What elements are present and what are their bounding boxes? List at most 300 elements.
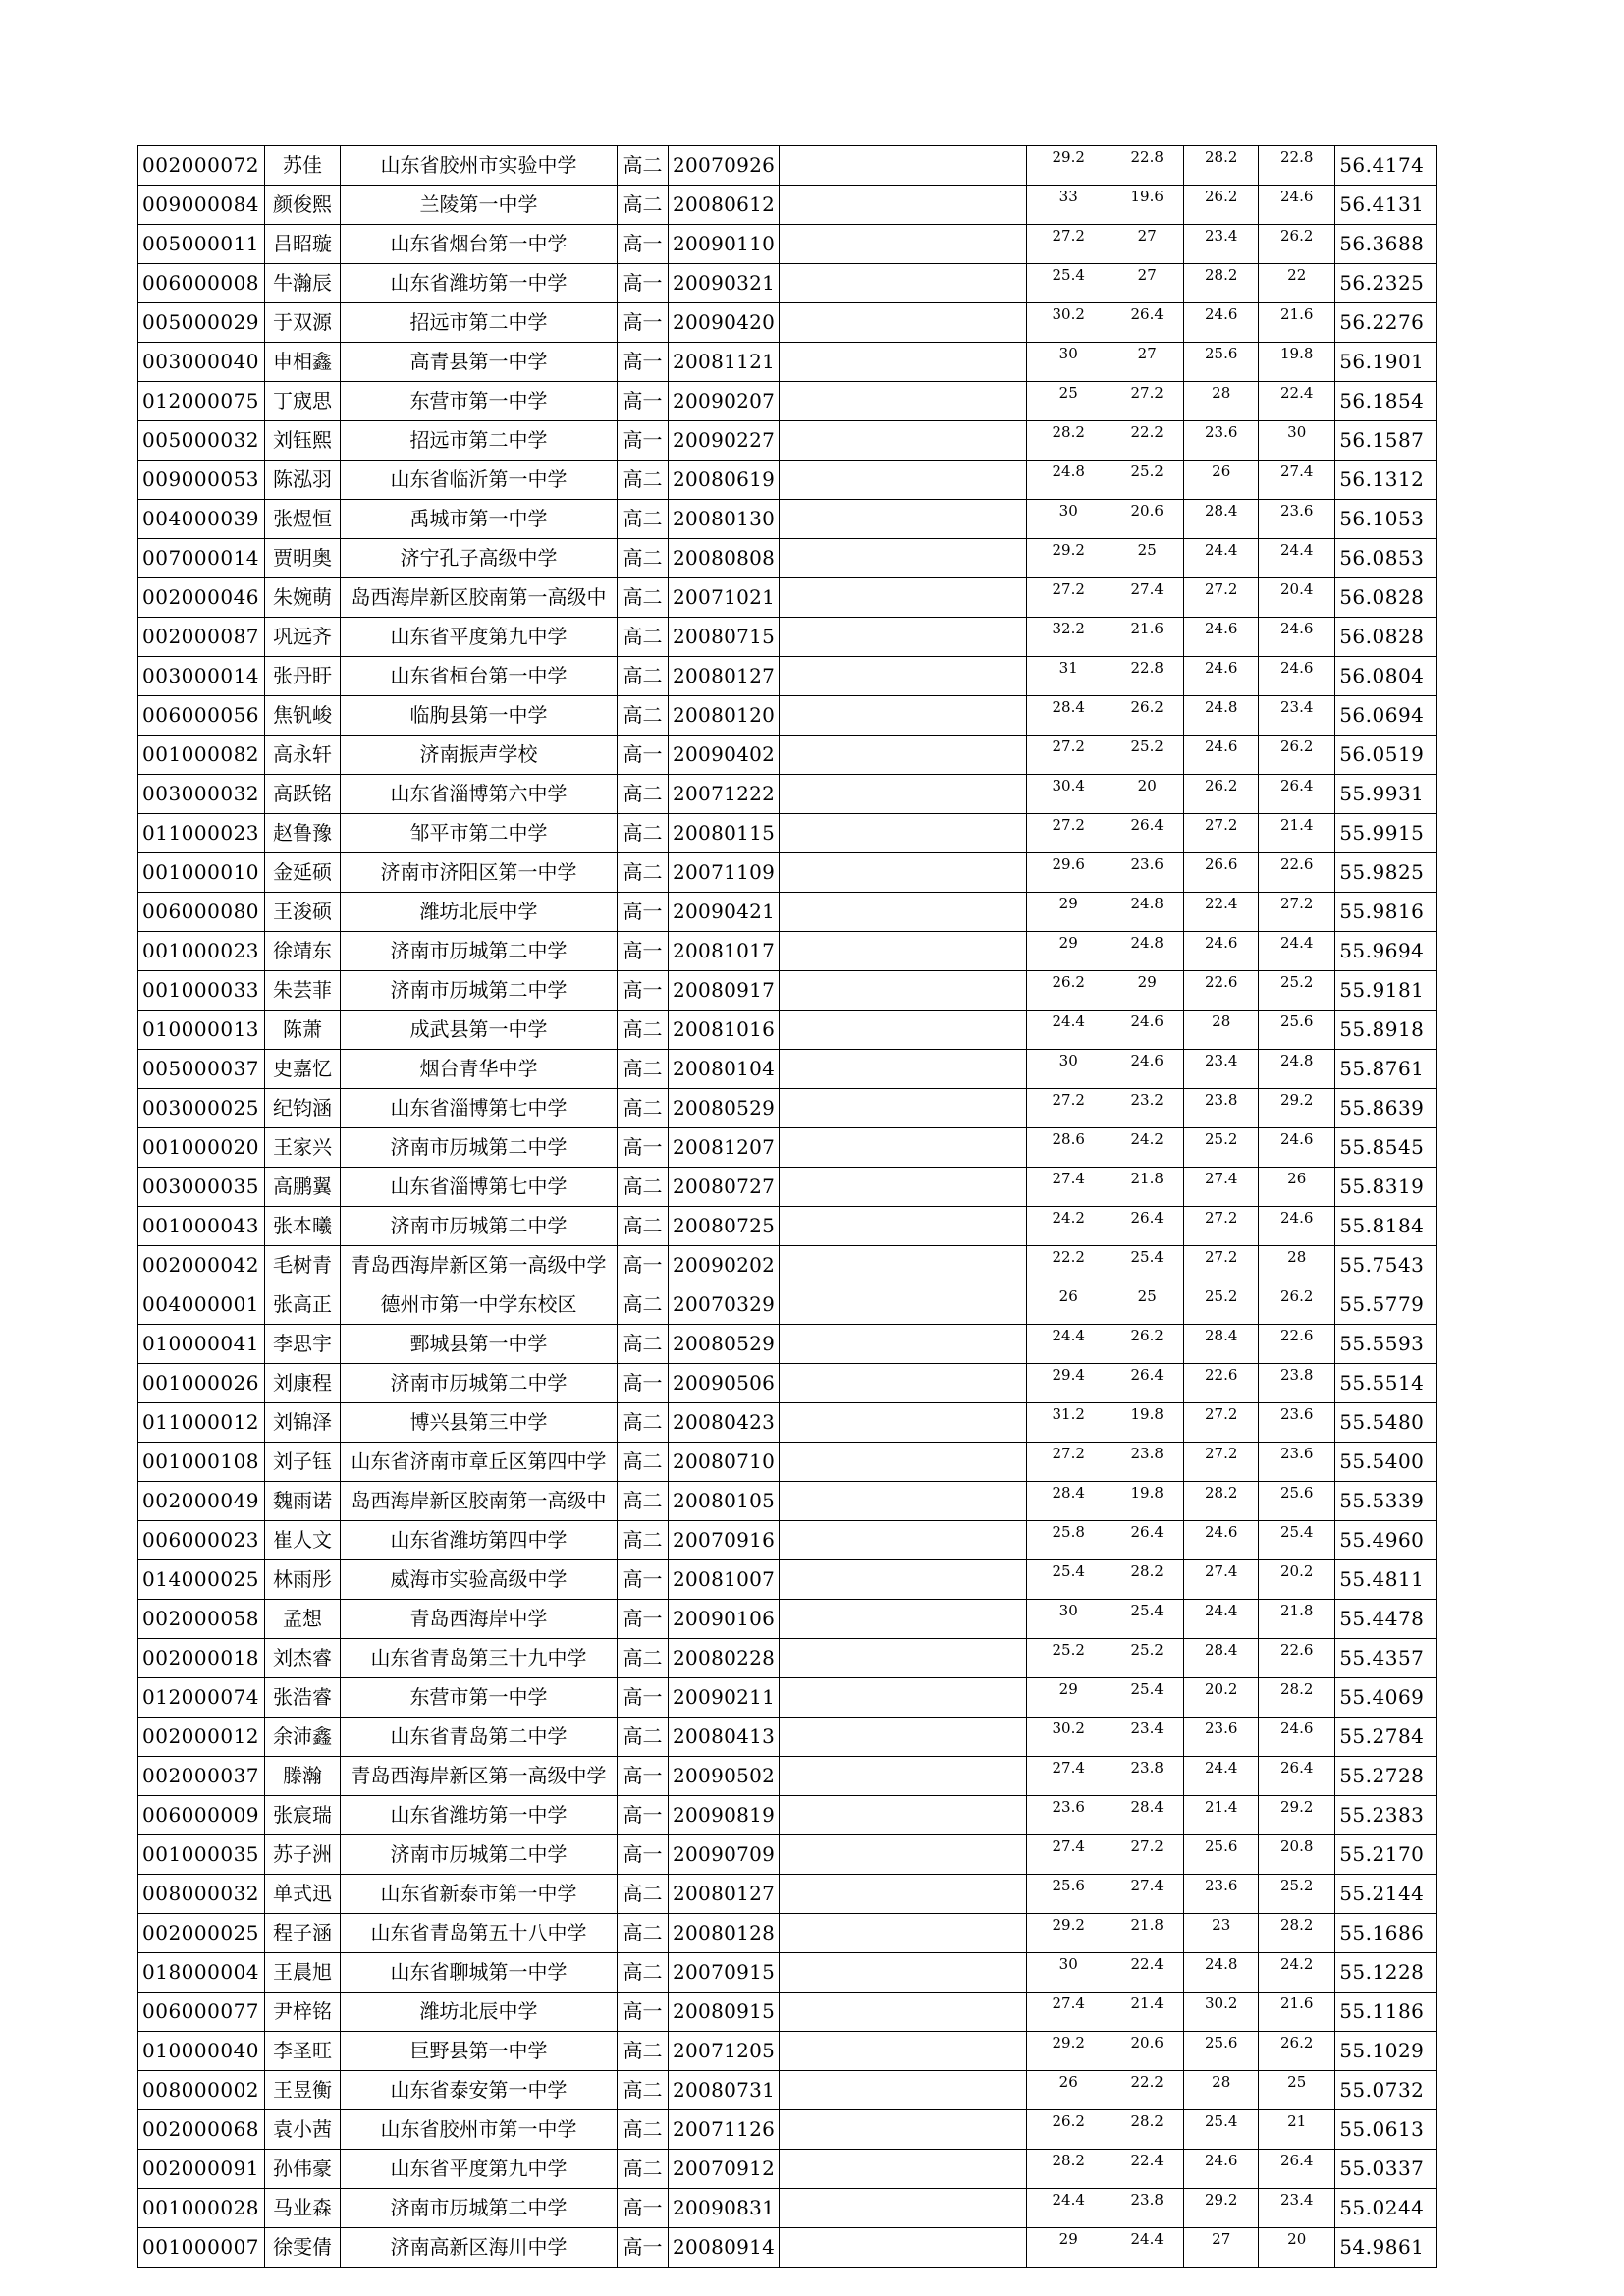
student-id-cell: 002000049 <box>138 1482 265 1521</box>
score-3-cell: 24.6 <box>1184 736 1259 775</box>
blank-cell <box>780 1993 1027 2032</box>
total-score-cell: 55.1686 <box>1335 1914 1437 1953</box>
score-1-cell: 29.2 <box>1027 1914 1110 1953</box>
grade-cell: 高二 <box>618 500 669 539</box>
table-row <box>138 578 1437 618</box>
total-score-cell: 55.9181 <box>1335 971 1437 1011</box>
score-3-cell: 28 <box>1184 1011 1259 1050</box>
table-row <box>138 1403 1437 1443</box>
school-cell: 山东省新泰市第一中学 <box>341 1875 618 1914</box>
total-score-cell: 55.0732 <box>1335 2071 1437 2110</box>
score-4-cell: 21.6 <box>1259 303 1335 343</box>
score-4-cell: 28 <box>1259 1246 1335 1285</box>
birth-date-cell: 20070329 <box>669 1285 780 1325</box>
blank-cell <box>780 2110 1027 2150</box>
score-1-cell: 25.8 <box>1027 1521 1110 1560</box>
total-score-cell: 56.0804 <box>1335 657 1437 696</box>
score-1-cell: 27.4 <box>1027 1757 1110 1796</box>
student-name-cell: 王浚硕 <box>265 893 341 932</box>
score-1-cell: 24.2 <box>1027 1207 1110 1246</box>
score-1-cell: 29.2 <box>1027 2032 1110 2071</box>
score-4-cell: 29.2 <box>1259 1089 1335 1128</box>
score-1-cell: 27.2 <box>1027 736 1110 775</box>
blank-cell <box>780 1207 1027 1246</box>
school-cell: 济南振声学校 <box>341 736 618 775</box>
grade-cell: 高二 <box>618 578 669 618</box>
student-name-cell: 王晨旭 <box>265 1953 341 1993</box>
score-2-cell: 26.4 <box>1110 1521 1184 1560</box>
score-2-cell: 26.2 <box>1110 1325 1184 1364</box>
birth-date-cell: 20090227 <box>669 421 780 461</box>
score-4-cell: 24.6 <box>1259 618 1335 657</box>
birth-date-cell: 20090709 <box>669 1835 780 1875</box>
student-id-cell: 001000033 <box>138 971 265 1011</box>
score-1-cell: 24.4 <box>1027 1325 1110 1364</box>
student-id-cell: 003000035 <box>138 1168 265 1207</box>
score-3-cell: 28.2 <box>1184 1482 1259 1521</box>
birth-date-cell: 20090202 <box>669 1246 780 1285</box>
score-4-cell: 24.4 <box>1259 932 1335 971</box>
student-id-cell: 009000053 <box>138 461 265 500</box>
school-cell: 山东省胶州市第一中学 <box>341 2110 618 2150</box>
student-id-cell: 006000080 <box>138 893 265 932</box>
student-name-cell: 申相鑫 <box>265 343 341 382</box>
school-cell: 山东省聊城第一中学 <box>341 1953 618 1993</box>
grade-cell: 高一 <box>618 225 669 264</box>
student-name-cell: 陈萧 <box>265 1011 341 1050</box>
student-id-cell: 001000035 <box>138 1835 265 1875</box>
blank-cell <box>780 421 1027 461</box>
birth-date-cell: 20080413 <box>669 1718 780 1757</box>
score-4-cell: 26.4 <box>1259 775 1335 814</box>
table-row <box>138 853 1437 893</box>
score-4-cell: 20.8 <box>1259 1835 1335 1875</box>
table-row <box>138 2032 1437 2071</box>
score-1-cell: 29 <box>1027 1678 1110 1718</box>
birth-date-cell: 20080104 <box>669 1050 780 1089</box>
student-id-cell: 008000002 <box>138 2071 265 2110</box>
blank-cell <box>780 971 1027 1011</box>
total-score-cell: 56.1901 <box>1335 343 1437 382</box>
score-2-cell: 24.2 <box>1110 1128 1184 1168</box>
score-1-cell: 24.4 <box>1027 1011 1110 1050</box>
student-id-cell: 005000037 <box>138 1050 265 1089</box>
score-1-cell: 25.4 <box>1027 1560 1110 1600</box>
score-3-cell: 24.6 <box>1184 1521 1259 1560</box>
score-2-cell: 25.2 <box>1110 461 1184 500</box>
table-row <box>138 1600 1437 1639</box>
score-1-cell: 28.4 <box>1027 1482 1110 1521</box>
total-score-cell: 55.4069 <box>1335 1678 1437 1718</box>
grade-cell: 高二 <box>618 1639 669 1678</box>
student-name-cell: 金延硕 <box>265 853 341 893</box>
blank-cell <box>780 225 1027 264</box>
score-3-cell: 25.6 <box>1184 343 1259 382</box>
birth-date-cell: 20080120 <box>669 696 780 736</box>
birth-date-cell: 20090506 <box>669 1364 780 1403</box>
blank-cell <box>780 1600 1027 1639</box>
table-row <box>138 1639 1437 1678</box>
blank-cell <box>780 853 1027 893</box>
score-3-cell: 26.2 <box>1184 775 1259 814</box>
table-row <box>138 971 1437 1011</box>
score-1-cell: 31 <box>1027 657 1110 696</box>
score-1-cell: 31.2 <box>1027 1403 1110 1443</box>
grade-cell: 高一 <box>618 1600 669 1639</box>
school-cell: 山东省淄博第七中学 <box>341 1089 618 1128</box>
school-cell: 山东省淄博第六中学 <box>341 775 618 814</box>
birth-date-cell: 20081207 <box>669 1128 780 1168</box>
student-name-cell: 高永轩 <box>265 736 341 775</box>
birth-date-cell: 20070916 <box>669 1521 780 1560</box>
score-4-cell: 20 <box>1259 2228 1335 2268</box>
score-1-cell: 26.2 <box>1027 971 1110 1011</box>
table-row <box>138 303 1437 343</box>
total-score-cell: 55.5514 <box>1335 1364 1437 1403</box>
student-name-cell: 刘康程 <box>265 1364 341 1403</box>
birth-date-cell: 20080612 <box>669 186 780 225</box>
grade-cell: 高一 <box>618 382 669 421</box>
score-3-cell: 23.6 <box>1184 1875 1259 1914</box>
grade-cell: 高二 <box>618 1718 669 1757</box>
score-2-cell: 25 <box>1110 539 1184 578</box>
score-4-cell: 25.2 <box>1259 1875 1335 1914</box>
student-name-cell: 朱婉萌 <box>265 578 341 618</box>
school-cell: 山东省临沂第一中学 <box>341 461 618 500</box>
score-1-cell: 27.4 <box>1027 1835 1110 1875</box>
birth-date-cell: 20090420 <box>669 303 780 343</box>
score-3-cell: 28.2 <box>1184 264 1259 303</box>
school-cell: 潍坊北辰中学 <box>341 893 618 932</box>
table-row <box>138 1482 1437 1521</box>
grade-cell: 高一 <box>618 1560 669 1600</box>
grade-cell: 高二 <box>618 814 669 853</box>
student-id-cell: 002000046 <box>138 578 265 618</box>
grade-cell: 高二 <box>618 775 669 814</box>
school-cell: 济宁孔子高级中学 <box>341 539 618 578</box>
total-score-cell: 56.1854 <box>1335 382 1437 421</box>
score-3-cell: 27.2 <box>1184 814 1259 853</box>
total-score-cell: 55.8184 <box>1335 1207 1437 1246</box>
blank-cell <box>780 539 1027 578</box>
score-2-cell: 22.8 <box>1110 657 1184 696</box>
student-name-cell: 张宸瑞 <box>265 1796 341 1835</box>
birth-date-cell: 20081017 <box>669 932 780 971</box>
score-3-cell: 24.8 <box>1184 1953 1259 1993</box>
score-1-cell: 29 <box>1027 932 1110 971</box>
table-row <box>138 500 1437 539</box>
score-4-cell: 26.2 <box>1259 2032 1335 2071</box>
student-id-cell: 010000040 <box>138 2032 265 2071</box>
score-1-cell: 28.4 <box>1027 696 1110 736</box>
score-4-cell: 27.4 <box>1259 461 1335 500</box>
total-score-cell: 55.4357 <box>1335 1639 1437 1678</box>
grade-cell: 高一 <box>618 1757 669 1796</box>
birth-date-cell: 20080725 <box>669 1207 780 1246</box>
student-id-cell: 006000009 <box>138 1796 265 1835</box>
score-2-cell: 20.6 <box>1110 2032 1184 2071</box>
student-id-cell: 003000032 <box>138 775 265 814</box>
score-3-cell: 27.2 <box>1184 1246 1259 1285</box>
student-id-cell: 002000042 <box>138 1246 265 1285</box>
student-id-cell: 002000018 <box>138 1639 265 1678</box>
score-2-cell: 25.2 <box>1110 736 1184 775</box>
total-score-cell: 55.9931 <box>1335 775 1437 814</box>
score-4-cell: 29.2 <box>1259 1796 1335 1835</box>
student-name-cell: 崔人文 <box>265 1521 341 1560</box>
table-row <box>138 1089 1437 1128</box>
score-3-cell: 25.2 <box>1184 1128 1259 1168</box>
total-score-cell: 55.2383 <box>1335 1796 1437 1835</box>
birth-date-cell: 20080727 <box>669 1168 780 1207</box>
table-row <box>138 2110 1437 2150</box>
student-name-cell: 孙伟豪 <box>265 2150 341 2189</box>
score-2-cell: 23.8 <box>1110 1443 1184 1482</box>
score-4-cell: 22.4 <box>1259 382 1335 421</box>
grade-cell: 高二 <box>618 696 669 736</box>
score-3-cell: 27 <box>1184 2228 1259 2268</box>
grade-cell: 高二 <box>618 1443 669 1482</box>
score-2-cell: 29 <box>1110 971 1184 1011</box>
student-name-cell: 李思宇 <box>265 1325 341 1364</box>
total-score-cell: 55.4811 <box>1335 1560 1437 1600</box>
total-score-cell: 56.2325 <box>1335 264 1437 303</box>
blank-cell <box>780 2189 1027 2228</box>
birth-date-cell: 20071126 <box>669 2110 780 2150</box>
blank-cell <box>780 146 1027 186</box>
student-name-cell: 刘子钰 <box>265 1443 341 1482</box>
student-name-cell: 刘杰睿 <box>265 1639 341 1678</box>
score-2-cell: 26.4 <box>1110 814 1184 853</box>
student-name-cell: 魏雨诺 <box>265 1482 341 1521</box>
score-4-cell: 26.4 <box>1259 1757 1335 1796</box>
score-3-cell: 24.4 <box>1184 539 1259 578</box>
score-2-cell: 27.2 <box>1110 382 1184 421</box>
blank-cell <box>780 2071 1027 2110</box>
birth-date-cell: 20081016 <box>669 1011 780 1050</box>
student-name-cell: 张本曦 <box>265 1207 341 1246</box>
score-2-cell: 26.4 <box>1110 303 1184 343</box>
score-1-cell: 29.2 <box>1027 146 1110 186</box>
score-2-cell: 22.4 <box>1110 2150 1184 2189</box>
student-name-cell: 吕昭璇 <box>265 225 341 264</box>
grade-cell: 高一 <box>618 1835 669 1875</box>
score-1-cell: 25.2 <box>1027 1639 1110 1678</box>
table-row <box>138 2150 1437 2189</box>
score-4-cell: 26.2 <box>1259 1285 1335 1325</box>
total-score-cell: 55.0244 <box>1335 2189 1437 2228</box>
table-row <box>138 932 1437 971</box>
birth-date-cell: 20080423 <box>669 1403 780 1443</box>
grade-cell: 高二 <box>618 1403 669 1443</box>
school-cell: 东营市第一中学 <box>341 382 618 421</box>
birth-date-cell: 20090402 <box>669 736 780 775</box>
birth-date-cell: 20081007 <box>669 1560 780 1600</box>
table-row <box>138 1718 1437 1757</box>
student-name-cell: 高鹏翼 <box>265 1168 341 1207</box>
grade-cell: 高二 <box>618 1325 669 1364</box>
student-name-cell: 陈泓羽 <box>265 461 341 500</box>
student-id-cell: 002000087 <box>138 618 265 657</box>
total-score-cell: 55.4960 <box>1335 1521 1437 1560</box>
score-3-cell: 23.6 <box>1184 421 1259 461</box>
score-3-cell: 27.2 <box>1184 1443 1259 1482</box>
score-2-cell: 27 <box>1110 264 1184 303</box>
score-2-cell: 23.8 <box>1110 2189 1184 2228</box>
total-score-cell: 55.9694 <box>1335 932 1437 971</box>
table-row <box>138 2189 1437 2228</box>
score-1-cell: 30 <box>1027 343 1110 382</box>
score-1-cell: 29.2 <box>1027 539 1110 578</box>
total-score-cell: 55.5339 <box>1335 1482 1437 1521</box>
blank-cell <box>780 1521 1027 1560</box>
table-row <box>138 2228 1437 2268</box>
blank-cell <box>780 1443 1027 1482</box>
grade-cell: 高一 <box>618 1993 669 2032</box>
table-row <box>138 1168 1437 1207</box>
table-row <box>138 421 1437 461</box>
score-4-cell: 21.6 <box>1259 1993 1335 2032</box>
school-cell: 山东省胶州市实验中学 <box>341 146 618 186</box>
student-name-cell: 张浩睿 <box>265 1678 341 1718</box>
grade-cell: 高二 <box>618 1482 669 1521</box>
grade-cell: 高二 <box>618 2150 669 2189</box>
student-name-cell: 赵鲁豫 <box>265 814 341 853</box>
birth-date-cell: 20071021 <box>669 578 780 618</box>
total-score-cell: 54.9861 <box>1335 2228 1437 2268</box>
score-1-cell: 27.2 <box>1027 578 1110 618</box>
score-1-cell: 30 <box>1027 500 1110 539</box>
student-id-cell: 003000025 <box>138 1089 265 1128</box>
table-row <box>138 775 1437 814</box>
total-score-cell: 55.1228 <box>1335 1953 1437 1993</box>
grade-cell: 高二 <box>618 657 669 696</box>
student-name-cell: 焦钒峻 <box>265 696 341 736</box>
student-id-cell: 001000023 <box>138 932 265 971</box>
student-id-cell: 001000026 <box>138 1364 265 1403</box>
score-3-cell: 25.6 <box>1184 1835 1259 1875</box>
school-cell: 济南高新区海川中学 <box>341 2228 618 2268</box>
blank-cell <box>780 1325 1027 1364</box>
blank-cell <box>780 618 1027 657</box>
grade-cell: 高二 <box>618 1521 669 1560</box>
school-cell: 青岛西海岸新区第一高级中学 <box>341 1246 618 1285</box>
score-2-cell: 21.8 <box>1110 1914 1184 1953</box>
table-row <box>138 1560 1437 1600</box>
table-row <box>138 225 1437 264</box>
school-cell: 济南市历城第二中学 <box>341 1128 618 1168</box>
score-4-cell: 23.8 <box>1259 1364 1335 1403</box>
blank-cell <box>780 1953 1027 1993</box>
student-id-cell: 009000084 <box>138 186 265 225</box>
school-cell: 山东省淄博第七中学 <box>341 1168 618 1207</box>
student-id-cell: 010000013 <box>138 1011 265 1050</box>
blank-cell <box>780 343 1027 382</box>
score-3-cell: 28 <box>1184 2071 1259 2110</box>
student-id-cell: 001000020 <box>138 1128 265 1168</box>
score-3-cell: 22.6 <box>1184 1364 1259 1403</box>
score-2-cell: 20.6 <box>1110 500 1184 539</box>
blank-cell <box>780 1168 1027 1207</box>
school-cell: 济南市历城第二中学 <box>341 971 618 1011</box>
student-name-cell: 袁小茜 <box>265 2110 341 2150</box>
grade-cell: 高二 <box>618 1050 669 1089</box>
student-name-cell: 朱芸菲 <box>265 971 341 1011</box>
score-3-cell: 29.2 <box>1184 2189 1259 2228</box>
score-1-cell: 30.4 <box>1027 775 1110 814</box>
student-name-cell: 牛瀚辰 <box>265 264 341 303</box>
score-4-cell: 22.6 <box>1259 853 1335 893</box>
birth-date-cell: 20080715 <box>669 618 780 657</box>
total-score-cell: 55.0613 <box>1335 2110 1437 2150</box>
table-row <box>138 1993 1437 2032</box>
birth-date-cell: 20080127 <box>669 1875 780 1914</box>
total-score-cell: 55.0337 <box>1335 2150 1437 2189</box>
blank-cell <box>780 578 1027 618</box>
grade-cell: 高一 <box>618 1364 669 1403</box>
birth-date-cell: 20080228 <box>669 1639 780 1678</box>
school-cell: 山东省平度第九中学 <box>341 618 618 657</box>
total-score-cell: 56.0519 <box>1335 736 1437 775</box>
blank-cell <box>780 1875 1027 1914</box>
total-score-cell: 56.0828 <box>1335 578 1437 618</box>
score-3-cell: 23.4 <box>1184 225 1259 264</box>
school-cell: 山东省平度第九中学 <box>341 2150 618 2189</box>
grade-cell: 高一 <box>618 2189 669 2228</box>
grade-cell: 高二 <box>618 2032 669 2071</box>
score-4-cell: 25 <box>1259 2071 1335 2110</box>
school-cell: 济南市历城第二中学 <box>341 932 618 971</box>
score-3-cell: 24.4 <box>1184 1600 1259 1639</box>
score-4-cell: 20.2 <box>1259 1560 1335 1600</box>
grade-cell: 高二 <box>618 1011 669 1050</box>
table-row <box>138 1364 1437 1403</box>
score-3-cell: 26.6 <box>1184 853 1259 893</box>
student-name-cell: 刘锦泽 <box>265 1403 341 1443</box>
birth-date-cell: 20090502 <box>669 1757 780 1796</box>
blank-cell <box>780 1011 1027 1050</box>
birth-date-cell: 20090421 <box>669 893 780 932</box>
student-name-cell: 尹梓铭 <box>265 1993 341 2032</box>
birth-date-cell: 20080115 <box>669 814 780 853</box>
birth-date-cell: 20080808 <box>669 539 780 578</box>
blank-cell <box>780 1639 1027 1678</box>
school-cell: 博兴县第三中学 <box>341 1403 618 1443</box>
total-score-cell: 55.8639 <box>1335 1089 1437 1128</box>
birth-date-cell: 20070926 <box>669 146 780 186</box>
birth-date-cell: 20090831 <box>669 2189 780 2228</box>
score-3-cell: 24.6 <box>1184 303 1259 343</box>
total-score-cell: 55.8761 <box>1335 1050 1437 1089</box>
grade-cell: 高二 <box>618 2110 669 2150</box>
birth-date-cell: 20071205 <box>669 2032 780 2071</box>
school-cell: 烟台青华中学 <box>341 1050 618 1089</box>
student-name-cell: 王家兴 <box>265 1128 341 1168</box>
score-2-cell: 27.4 <box>1110 578 1184 618</box>
school-cell: 临朐县第一中学 <box>341 696 618 736</box>
blank-cell <box>780 1560 1027 1600</box>
birth-date-cell: 20071222 <box>669 775 780 814</box>
score-2-cell: 28.2 <box>1110 1560 1184 1600</box>
table-row <box>138 1011 1437 1050</box>
score-2-cell: 21.4 <box>1110 1993 1184 2032</box>
total-score-cell: 56.0694 <box>1335 696 1437 736</box>
blank-cell <box>780 1835 1027 1875</box>
score-3-cell: 22.4 <box>1184 893 1259 932</box>
score-1-cell: 28.6 <box>1027 1128 1110 1168</box>
score-4-cell: 21.4 <box>1259 814 1335 853</box>
student-name-cell: 丁宬思 <box>265 382 341 421</box>
